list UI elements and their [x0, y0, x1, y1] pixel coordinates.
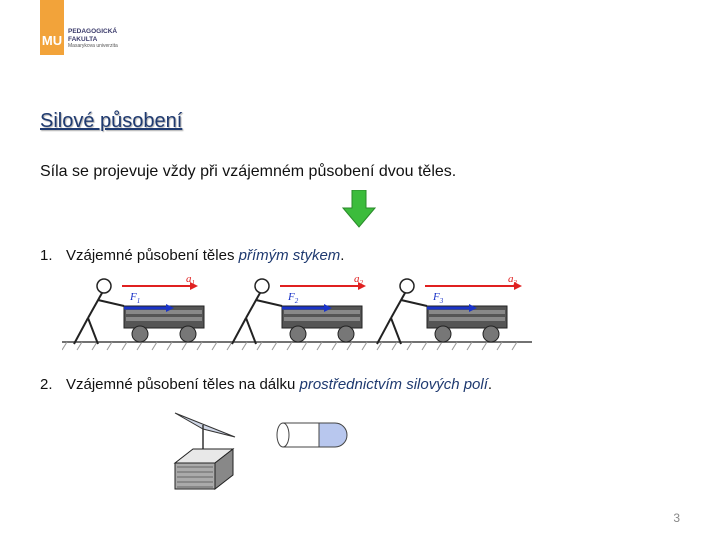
list-item-number: 2.	[40, 376, 53, 393]
logo-line3: Masarykova univerzita	[68, 43, 118, 49]
list-item-emphasis: prostřednictvím silových polí	[299, 376, 488, 393]
pushing-carts-figure	[62, 270, 532, 356]
slide-title: Silové působení	[40, 110, 183, 132]
logo-icon: MU	[41, 33, 63, 48]
logo-line2: FAKULTA	[68, 35, 98, 43]
svg-text:F1: $F_1$	[130, 291, 141, 305]
down-arrow-icon	[342, 190, 376, 228]
svg-text:a3: $a_3$	[508, 273, 517, 287]
list-item	[40, 376, 492, 393]
list-item-text: Vzájemné působení těles na dálku	[66, 376, 300, 393]
svg-text:F2: $F_2$	[288, 291, 299, 305]
lead-sentence: Síla se projevuje vždy při vzájemném působení dvou těles.	[40, 163, 457, 180]
logo-text	[68, 28, 118, 51]
list-item	[40, 247, 344, 264]
svg-text:F3: $F_3$	[433, 291, 444, 305]
field-interaction-figure	[155, 405, 360, 490]
list-item-text: Vzájemné působení těles	[66, 247, 239, 264]
svg-text:a1: $a_1$	[186, 273, 195, 287]
list-item-tail: .	[340, 247, 345, 264]
svg-text:a2: $a_2$	[354, 273, 363, 287]
list-item-number: 1.	[40, 247, 53, 264]
list-item-emphasis: přímým stykem	[238, 247, 341, 264]
page-number: 3	[673, 511, 680, 525]
logo-line1: PEDAGOGICKÁ	[68, 28, 118, 35]
list-item-tail: .	[487, 376, 493, 393]
